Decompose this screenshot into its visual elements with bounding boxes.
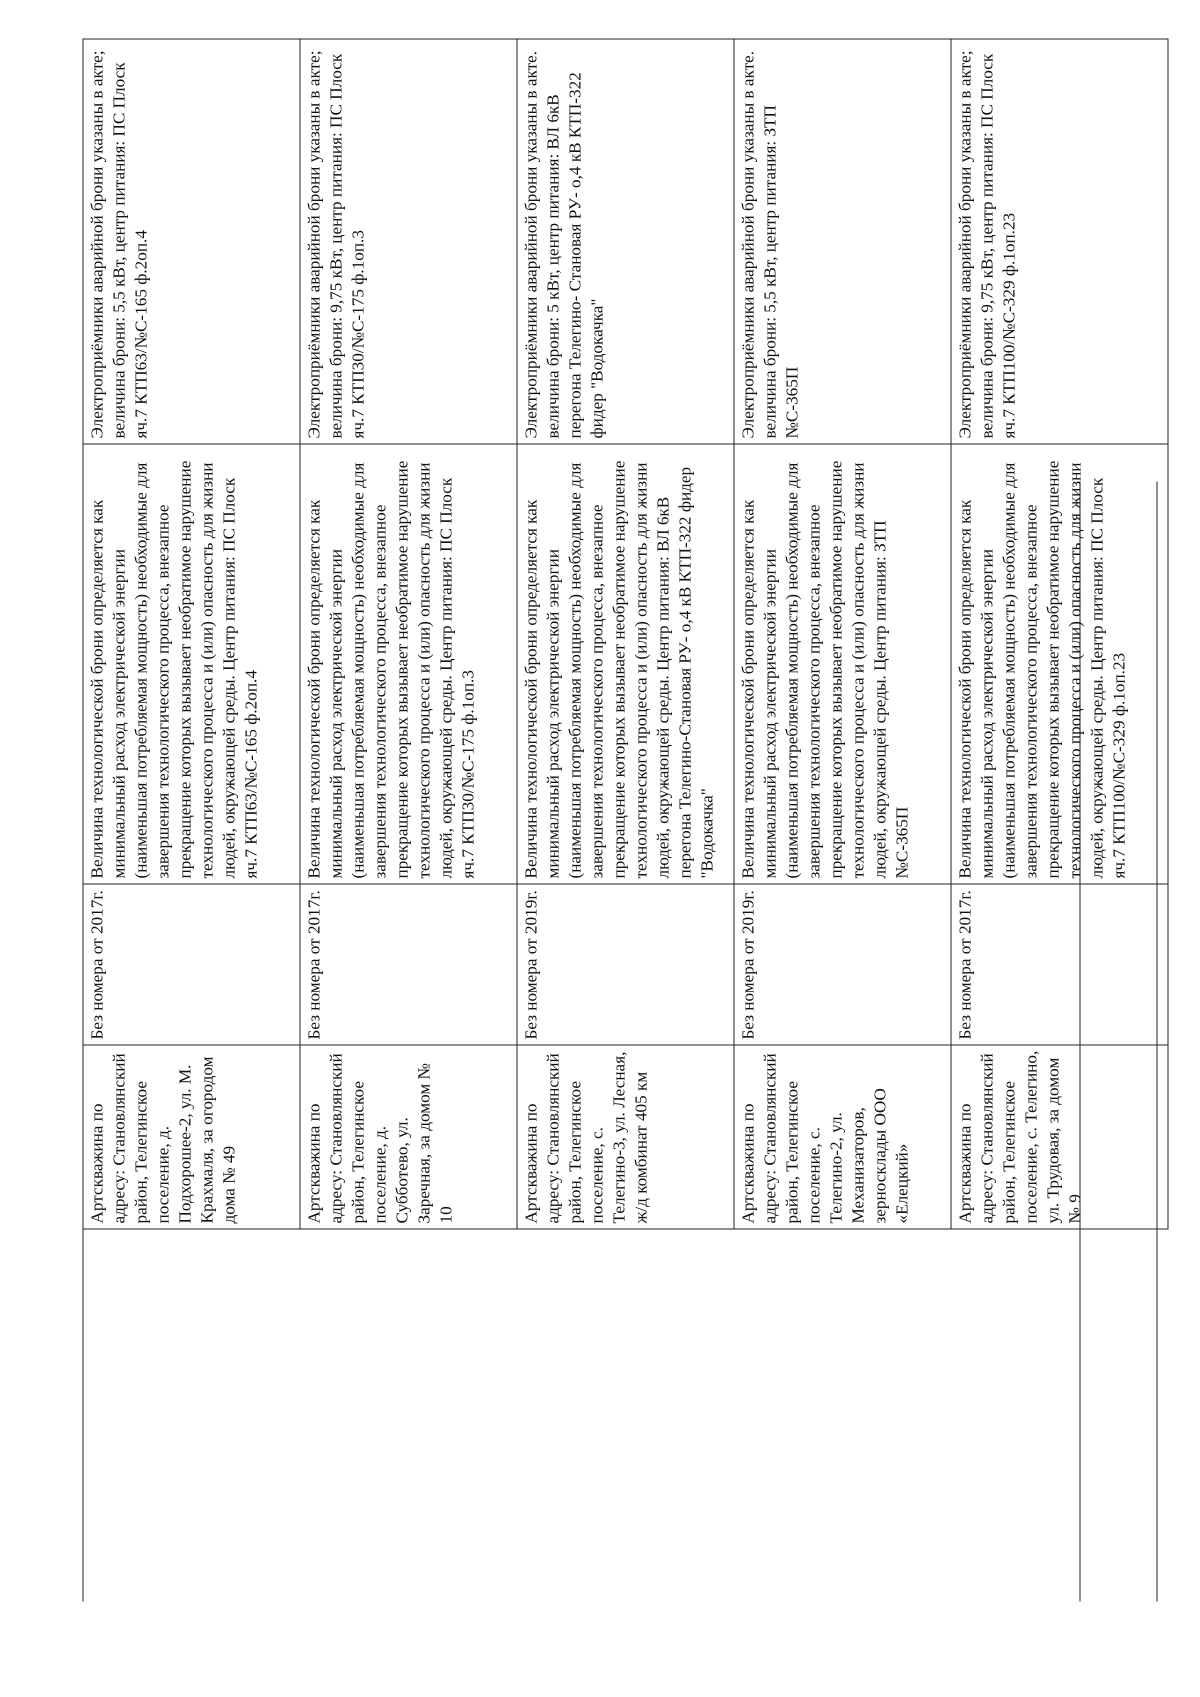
address-cell: Артскважина по адресу: Становлянский район, Телегинское поселение, д. Субботево, ул. Заречная, за домом № 10 (300, 1045, 517, 1229)
emergency-cell: Электроприёмники аварийной брони указаны в акте; величина брони: 9,75 кВт, центр питания: ПС Плоск яч.7 КТП30/№С-175 ф.1оп.3 (300, 39, 517, 444)
description-cell: Величина технологической брони определяется как минимальный расход электрической энергии (наименьшая потребляемая мощность) необходимые для завершения технологического процесса, внезапное прекращение которых вызывает необратимое нарушение технологического процесса и (или) опасность для жизни людей, окружающей среды. Центр питания: ПС Плоск яч.7 КТП63/№С-165 ф.2оп.4 (83, 444, 300, 884)
emergency-cell: Электроприёмники аварийной брони указаны в акте. величина брони: 5 кВт, центр питания: ВЛ 6кВ перегона Телегино- Становая РУ- о,4 кВ КТП-322 фидер "Водокачка" (517, 39, 734, 444)
table-row (83, 39, 300, 1229)
description-cell: Величина технологической брони определяется как минимальный расход электрической энергии (наименьшая потребляемая мощность) необходимые для завершения технологического процесса, внезапное прекращение которых вызывает необратимое нарушение технологического процесса и (или) опасность для жизни людей, окружающей среды. Центр питания: ЗТП №С-365П (734, 444, 951, 884)
table-row (734, 39, 951, 1229)
address-cell: Артскважина по адресу: Становлянский район, Телегинское поселение, с. Телегино, ул. Трудовая, за домом № 9 (951, 1045, 1168, 1229)
address-cell: Артскважина по адресу: Становлянский район, Телегинское поселение, д. Подхорошее-2, ул. М. Крахмаля, за огородом дома № 49 (83, 1045, 300, 1229)
act-cell: Без номера от 2019г. (734, 884, 951, 1045)
act-cell: Без номера от 2019г. (517, 884, 734, 1045)
act-cell: Без номера от 2017г. (300, 884, 517, 1045)
rotated-sheet (35, 30, 1165, 1675)
address-cell: Артскважина по адресу: Становлянский район, Телегинское поселение, с. Телегино-3, ул. Лесная, ж/д комбинат 405 км (517, 1045, 734, 1229)
description-cell: Величина технологической брони определяется как минимальный расход электрической энергии (наименьшая потребляемая мощность) необходимые для завершения технологического процесса, внезапное прекращение которых вызывает необратимое нарушение технологического процесса и (или) опасность для жизни людей, окружающей среды. Центр питания: ВЛ 6кВ перегона Телегино-Становая РУ- о,4 кВ КТП-322 фидер "Водокачка" (517, 444, 734, 884)
emergency-cell: Электроприёмники аварийной брони указаны в акте; величина брони: 9,75 кВт, центр питания: ПС Плоск яч.7 КТП100/№С-329 ф.1оп.23 (951, 39, 1168, 444)
reservation-table (83, 39, 1169, 1230)
act-cell: Без номера от 2017г. (83, 884, 300, 1045)
emergency-cell: Электроприёмники аварийной брони указаны в акте; величина брони: 5,5 кВт, центр питания: ПС Плоск яч.7 КТП63/№С-165 ф.2оп.4 (83, 39, 300, 444)
description-cell: Величина технологической брони определяется как минимальный расход электрической энергии (наименьшая потребляемая мощность) необходимые для завершения технологического процесса, внезапное прекращение которых вызывает необратимое нарушение технологического процесса и (или) опасность для жизни людей, окружающей среды. Центр питания: ПС Плоск яч.7 КТП30/№С-175 ф.1оп.3 (300, 444, 517, 884)
act-cell: Без номера от 2017г. (951, 884, 1168, 1045)
description-cell: Величина технологической брони определяется как минимальный расход электрической энергии (наименьшая потребляемая мощность) необходимые для завершения технологического процесса, внезапное прекращение которых вызывает необратимое нарушение технологического процесса и (или) опасность для жизни людей, окружающей среды. Центр питания: ПС Плоск яч.7 КТП100/№С-329 ф.1оп.23 (951, 444, 1168, 884)
table-row (300, 39, 517, 1229)
table-row (951, 39, 1168, 1229)
emergency-cell: Электроприёмники аварийной брони указаны в акте. величина брони: 5,5 кВт, центр питания: ЗТП №С-365П (734, 39, 951, 444)
address-cell: Артскважина по адресу: Становлянский район, Телегинское поселение, с. Телегино-2, ул. Механизаторов, зерносклады ООО «Елецкий» (734, 1045, 951, 1229)
table-row (517, 39, 734, 1229)
